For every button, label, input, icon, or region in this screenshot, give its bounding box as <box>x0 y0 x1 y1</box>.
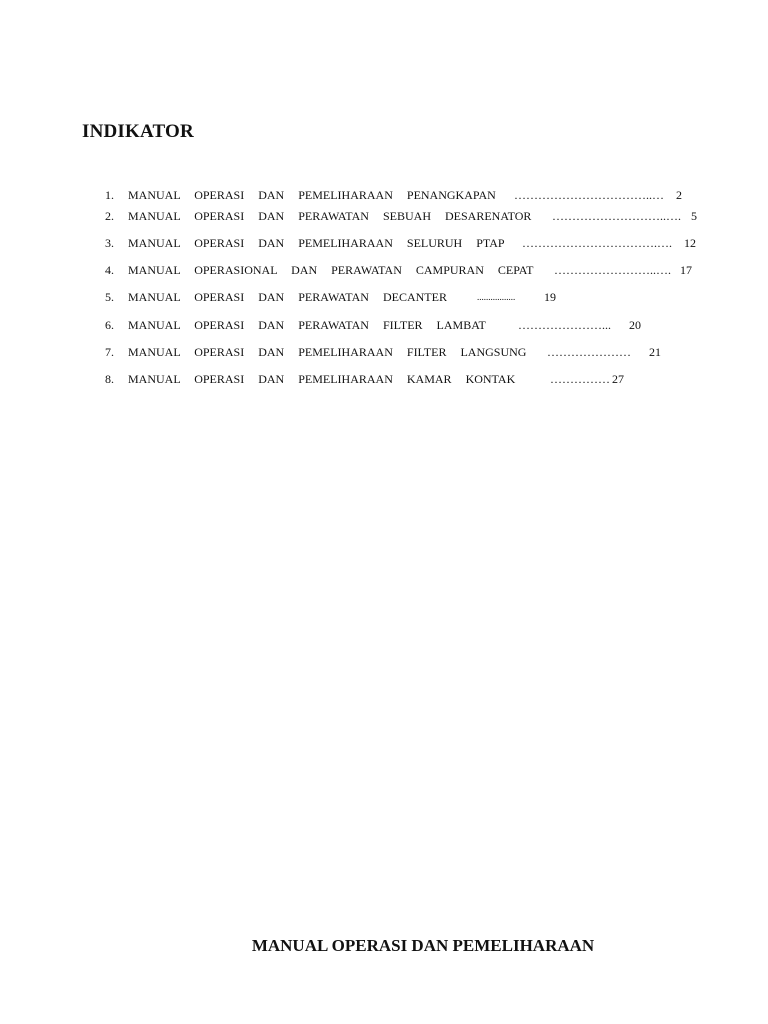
toc-entry-number: 2. <box>105 209 114 223</box>
toc-entry-page: 27 <box>612 372 624 386</box>
toc-entry-page: 20 <box>629 318 641 332</box>
toc-entry-page: 19 <box>544 290 556 304</box>
toc-entry-page: 2 <box>676 188 682 202</box>
document-title: INDIKATOR <box>82 121 194 142</box>
toc-entry-title: MANUAL OPERASI DAN PERAWATAN DECANTER <box>128 290 447 304</box>
toc-entry-leader: ………………………..…. <box>552 209 681 223</box>
toc-entry-title: MANUAL OPERASI DAN PEMELIHARAAN PENANGKAPAN <box>128 188 496 202</box>
toc-entry-title: MANUAL OPERASI DAN PEMELIHARAAN FILTER LANGSUNG <box>128 345 527 359</box>
toc-entry-leader: ……………………………..… <box>514 188 664 202</box>
toc-entry-number: 4. <box>105 263 114 277</box>
toc-entry-page: 21 <box>649 345 661 359</box>
toc-entry-leader: …………… <box>550 372 610 386</box>
toc-entry-number: 5. <box>105 290 114 304</box>
toc-entry-page: 5 <box>691 209 697 223</box>
footer-title: MANUAL OPERASI DAN PEMELIHARAAN <box>251 936 595 955</box>
toc-entry-page: 17 <box>680 263 692 277</box>
toc-entry-title: MANUAL OPERASI DAN PERAWATAN FILTER LAMBAT <box>128 318 486 332</box>
toc-entry-number: 7. <box>105 345 114 359</box>
toc-entry-number: 1. <box>105 188 114 202</box>
toc-entry-title: MANUAL OPERASI DAN PERAWATAN SEBUAH DESARENATOR <box>128 209 532 223</box>
toc-entry-leader: …………………... <box>518 318 611 332</box>
toc-entry-leader: ................. <box>477 292 516 302</box>
toc-entry-number: 8. <box>105 372 114 386</box>
toc-entry-title: MANUAL OPERASI DAN PEMELIHARAAN KAMAR KONTAK <box>128 372 516 386</box>
toc-entry-page: 12 <box>684 236 696 250</box>
toc-entry-leader: ……………………..…. <box>554 263 671 277</box>
toc-entry-title: MANUAL OPERASI DAN PEMELIHARAAN SELURUH PTAP <box>128 236 505 250</box>
toc-entry-leader: ………………… <box>547 345 631 359</box>
toc-entry-number: 3. <box>105 236 114 250</box>
toc-entry-title: MANUAL OPERASIONAL DAN PERAWATAN CAMPURAN CEPAT <box>128 263 534 277</box>
toc-entry-leader: …………………………….…. <box>522 236 672 250</box>
toc-entry-number: 6. <box>105 318 114 332</box>
